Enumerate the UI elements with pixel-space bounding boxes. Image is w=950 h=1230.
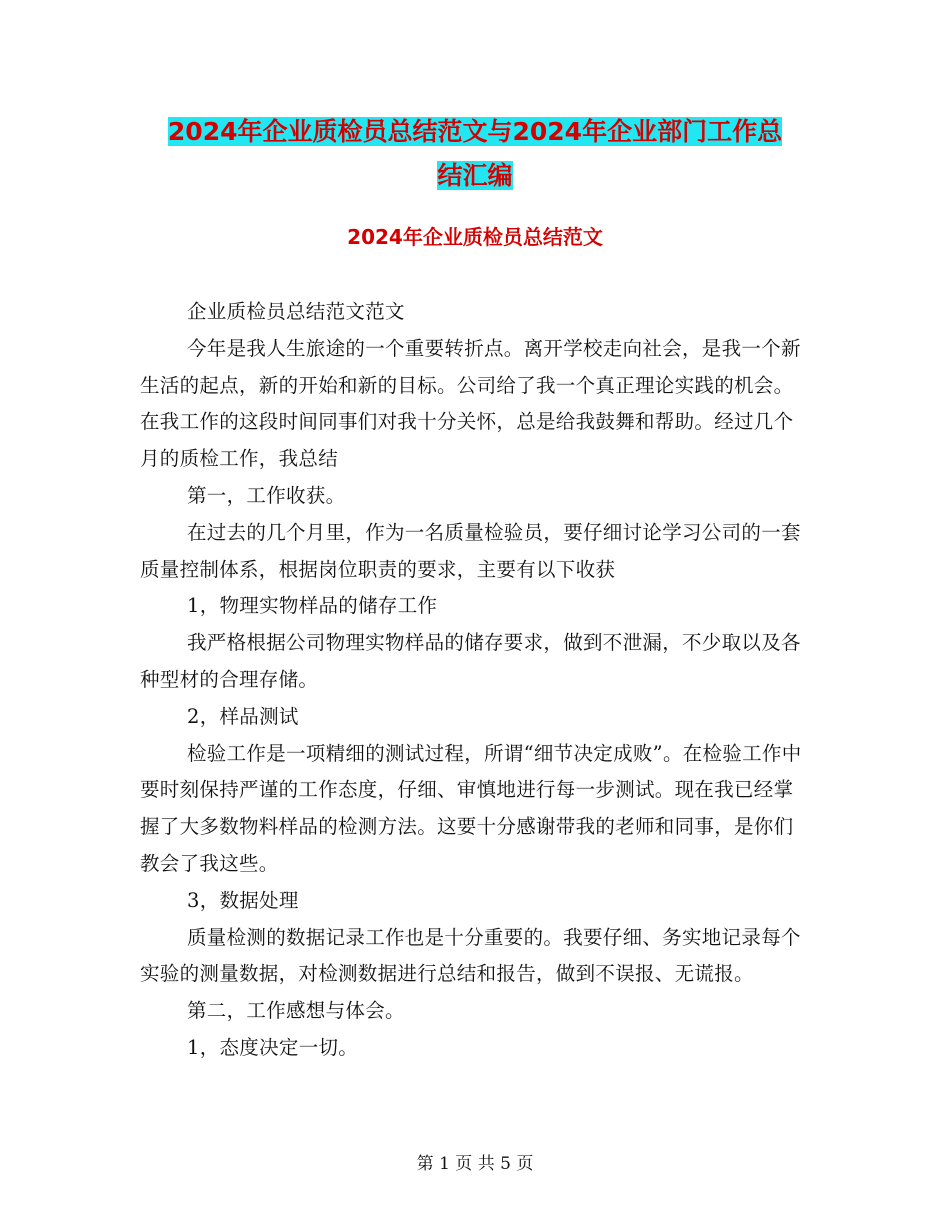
page-footer: 第 1 页 共 5 页	[416, 1154, 534, 1174]
paragraph: 企业质检员总结范文范文	[187, 300, 405, 323]
paragraph: 3，数据处理	[187, 888, 299, 912]
paragraph: 第一，工作收获。	[187, 483, 346, 507]
paragraph: 检验工作是一项精细的测试过程，所谓“细节决定成败”。在检验工作中要时刻保持严谨的工作态度，仔细、审慎地进行每一步测试。现在我已经掌握了大多数物料样品的检测方法。这要十分感谢带我的老师和同事，是你们教会了我这些。	[140, 741, 802, 875]
paragraph: 我严格根据公司物理实物样品的储存要求，做到不泄漏，不少取以及各种型材的合理存储。	[140, 631, 801, 691]
paragraph: 质量检测的数据记录工作也是十分重要的。我要仔细、务实地记录每个实验的测量数据，对检测数据进行总结和报告，做到不误报、无谎报。	[140, 925, 801, 986]
section-title: 2024年企业质检员总结范文	[347, 225, 603, 249]
paragraph: 1，物理实物样品的储存工作	[187, 594, 438, 618]
document-body	[140, 294, 810, 1067]
paragraph: 今年是我人生旅途的一个重要转折点。离开学校走向社会，是我一个新生活的起点，新的开始和新的目标。公司给了我一个真正理论实践的机会。在我工作的这段时间同事们对我十分关怀，总是给我鼓舞和帮助。经过几个月的质检工作，我总结	[140, 336, 801, 471]
paragraph: 1，态度决定一切。	[187, 1035, 359, 1059]
paragraph: 2，样品测试	[187, 704, 299, 728]
paragraph: 在过去的几个月里，作为一名质量检验员，要仔细讨论学习公司的一套质量控制体系，根据岗位职责的要求，主要有以下收获	[140, 520, 801, 581]
document-title	[140, 110, 810, 198]
document-title-line-2: 结汇编	[437, 161, 513, 190]
paragraph: 第二，工作感想与体会。	[187, 999, 405, 1023]
document-title-line-1: 2024年企业质检员总结范文与2024年企业部门工作总	[167, 117, 783, 146]
